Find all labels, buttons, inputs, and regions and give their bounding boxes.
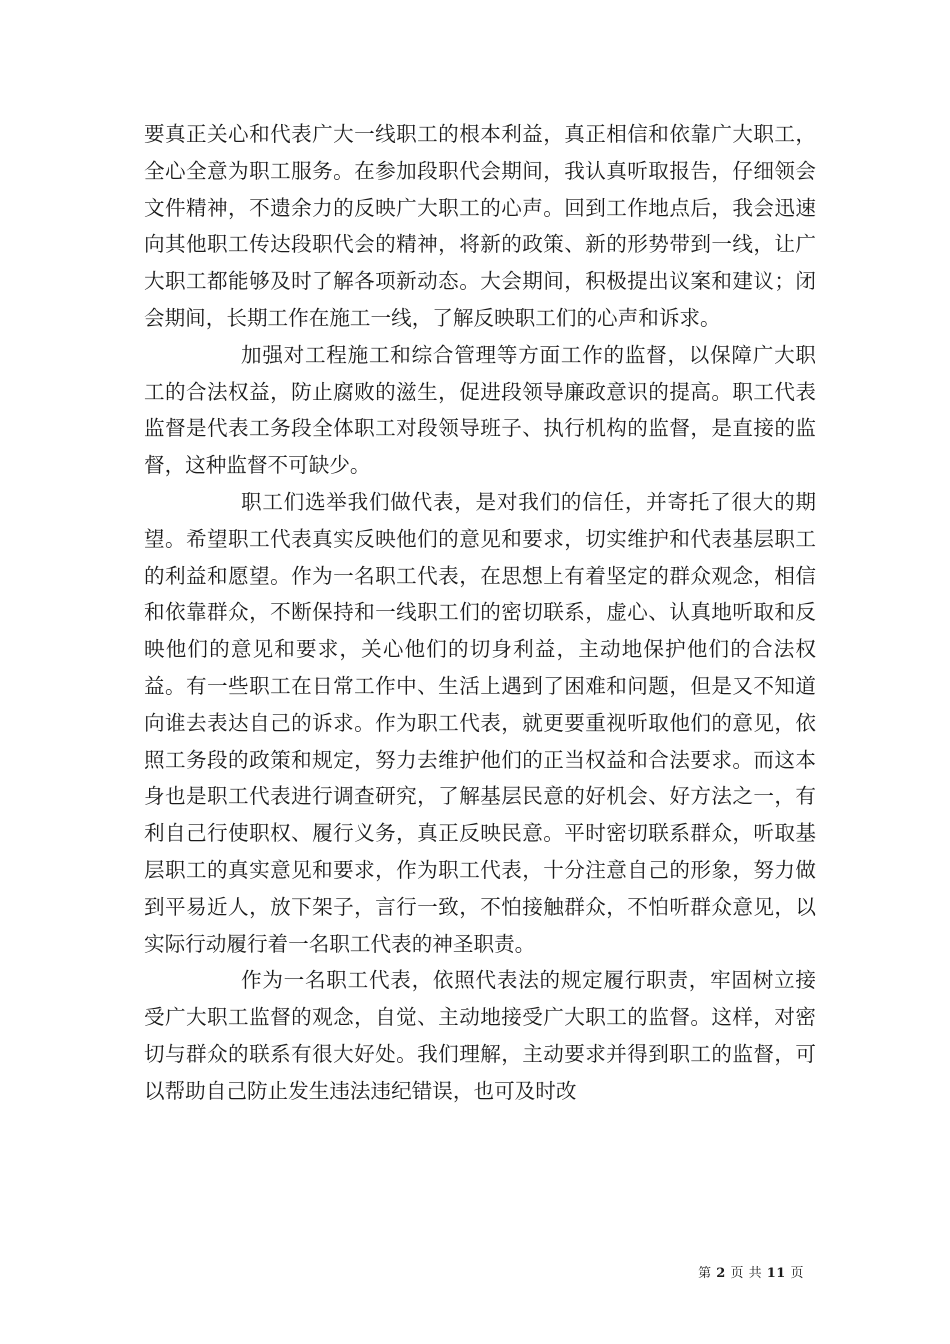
footer-prefix: 第: [698, 1266, 712, 1281]
footer-total-pages: 11: [766, 1266, 786, 1281]
footer-middle: 页 共: [730, 1266, 763, 1281]
page-footer: [698, 1262, 804, 1281]
footer-page-number: 2: [716, 1266, 726, 1281]
footer-suffix: 页: [790, 1266, 804, 1281]
paragraph-1: 要真正关心和代表广大一线职工的根本利益，真正相信和依靠广大职工，全心全意为职工服务。在参加段职代会期间，我认真听取报告，仔细领会文件精神，不遗余力的反映广大职工的心声。回到工作地点后，我会迅速向其他职工传达段职代会的精神，将新的政策、新的形势带到一线，让广大职工都能够及时了解各项新动态。大会期间，积极提出议案和建议；闭会期间，长期工作在施工一线，了解反映职工们的心声和诉求。: [144, 122, 816, 330]
paragraph-2: 加强对工程施工和综合管理等方面工作的监督，以保障广大职工的合法权益，防止腐败的滋生，促进段领导廉政意识的提高。职工代表监督是代表工务段全体职工对段领导班子、执行机构的监督，是直接的监督，这种监督不可缺少。: [144, 342, 816, 478]
paragraph-4: 作为一名职工代表，依照代表法的规定履行职责，牢固树立接受广大职工监督的观念，自觉、主动地接受广大职工的监督。这样，对密切与群众的联系有很大好处。我们理解，主动要求并得到职工的监督，可以帮助自己防止发生违法违纪错误，也可及时改: [144, 968, 816, 1103]
paragraph-3: 职工们选举我们做代表，是对我们的信任，并寄托了很大的期望。希望职工代表真实反映他们的意见和要求，切实维护和代表基层职工的利益和愿望。作为一名职工代表，在思想上有着坚定的群众观念，相信和依靠群众，不断保持和一线职工们的密切联系，虚心、认真地听取和反映他们的意见和要求，关心他们的切身利益，主动地保护他们的合法权益。有一些职工在日常工作中、生活上遇到了困难和问题，但是又不知道向谁去表达自己的诉求。作为职工代表，就更要重视听取他们的意见，依照工务段的政策和规定，努力去维护他们的正当权益和合法要求。而这本身也是职工代表进行调查研究，了解基层民意的好机会、好方法之一，有利自己行使职权、履行义务，真正反映民意。平时密切联系群众，听取基层职工的真实意见和要求，作为职工代表，十分注意自己的形象，努力做到平易近人，放下架子，言行一致，不怕接触群众，不怕听群众意见，以实际行动履行着一名职工代表的神圣职责。: [144, 489, 816, 956]
document-body: [144, 116, 816, 1110]
